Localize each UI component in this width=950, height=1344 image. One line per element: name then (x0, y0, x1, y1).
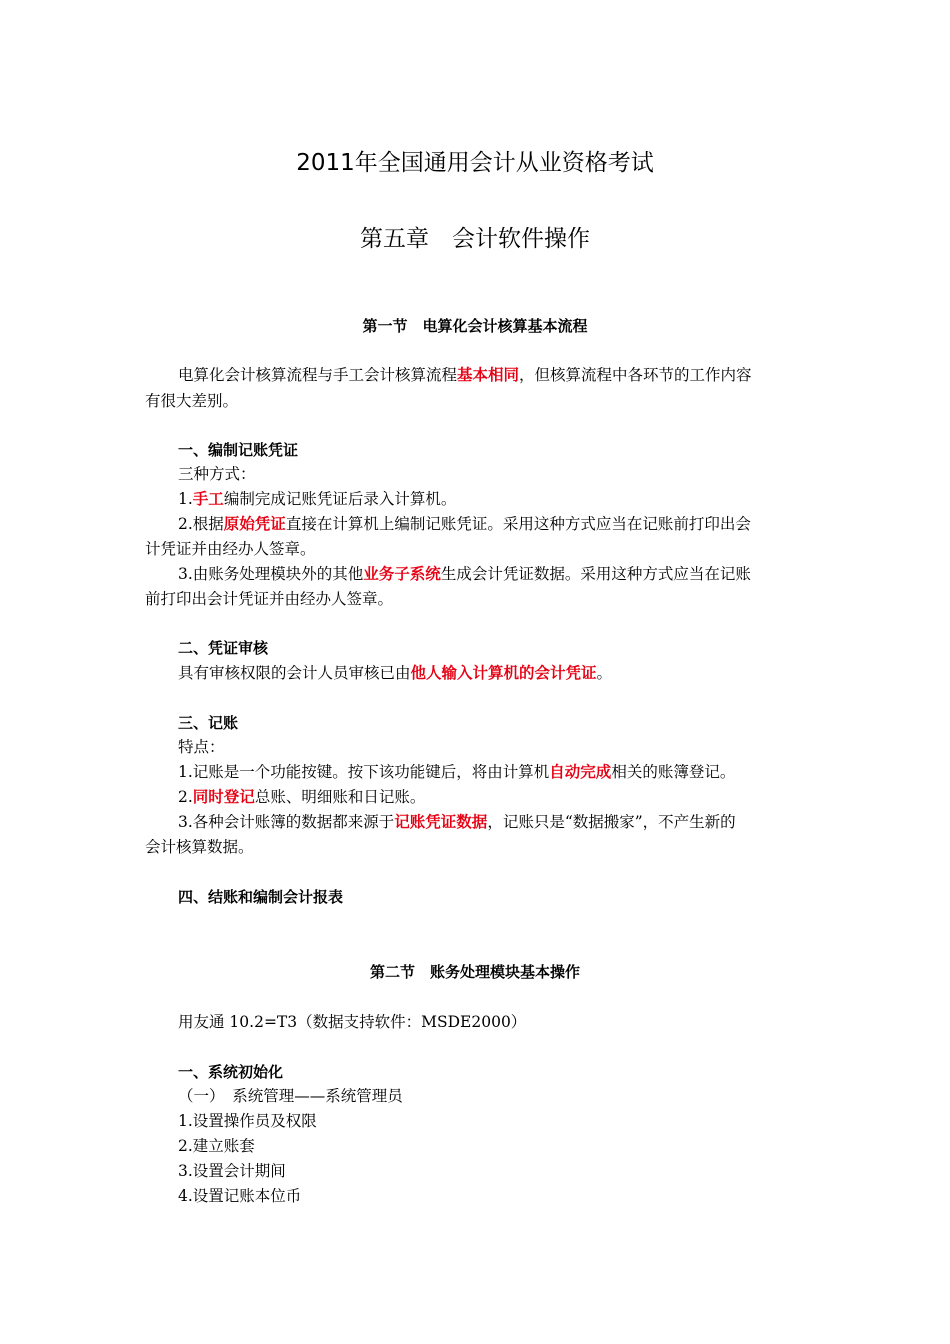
voucher-method-2-line1 (178, 517, 751, 533)
voucher-method-3-line1 (178, 567, 751, 583)
text-span: 相关的账簿登记。 (611, 763, 736, 781)
bookkeeping-feature-2 (178, 790, 425, 806)
heading-bookkeeping: 三、记账 (178, 714, 239, 732)
text-span: 1. (178, 490, 193, 508)
bookkeeping-feature-3-line2: 会计核算数据。 (145, 838, 254, 856)
text-span: 直接在计算机上编制记账凭证。采用这种方式应当在记账前打印出会 (285, 515, 751, 533)
voucher-method-1 (178, 492, 456, 508)
section1-intro-line2: 有很大差别。 (145, 392, 239, 410)
section2-intro: 用友通 10.2=T3（数据支持软件：MSDE2000） (178, 1013, 527, 1031)
document-title: 2011年全国通用会计从业资格考试 (296, 150, 654, 176)
highlight-text: 自动完成 (549, 763, 612, 781)
highlight-text: 同时登记 (192, 788, 255, 806)
highlight-text: 业务子系统 (363, 565, 441, 583)
text-span: ，但核算流程中各环节的工作内容 (519, 366, 752, 384)
text-span: 总账、明细账和日记账。 (254, 788, 426, 806)
text-span: 2. (178, 788, 193, 806)
section2-title: 第二节 账务处理模块基本操作 (369, 963, 580, 981)
list-item: 2.建立账套 (178, 1137, 255, 1155)
text-span: 生成会计凭证数据。采用这种方式应当在记账 (440, 565, 751, 583)
text-span: 电算化会计核算流程与手工会计核算流程 (178, 366, 458, 384)
voucher-methods-lead: 三种方式： (178, 465, 256, 483)
highlight-text: 手工 (192, 490, 224, 508)
text-span: 2.根据 (178, 515, 224, 533)
bookkeeping-feature-1 (178, 765, 735, 781)
bookkeeping-lead: 特点： (178, 738, 225, 756)
highlight-text: 记账凭证数据 (394, 813, 488, 831)
list-item: 3.设置会计期间 (178, 1162, 286, 1180)
list-item: 1.设置操作员及权限 (178, 1112, 317, 1130)
text-span: 1.记账是一个功能按键。按下该功能键后，将由计算机 (178, 763, 550, 781)
bookkeeping-feature-3-line1 (178, 815, 736, 831)
text-span: 。 (596, 664, 613, 682)
highlight-text: 基本相同 (457, 366, 520, 384)
text-span: ，记账只是“数据搬家”，不产生新的 (487, 813, 736, 831)
text-span: 3.由账务处理模块外的其他 (178, 565, 364, 583)
list-item: 4.设置记账本位币 (178, 1187, 302, 1205)
text-span: 具有审核权限的会计人员审核已由 (178, 664, 411, 682)
heading-voucher-preparation: 一、编制记账凭证 (178, 441, 299, 459)
highlight-text: 原始凭证 (223, 515, 286, 533)
highlight-text: 他人输入计算机的会计凭证 (410, 664, 597, 682)
chapter-title: 第五章 会计软件操作 (360, 226, 590, 252)
subheading-system-admin: （一） 系统管理——系统管理员 (178, 1087, 403, 1105)
heading-voucher-review: 二、凭证审核 (178, 639, 269, 657)
voucher-review-text (178, 666, 612, 682)
text-span: 编制完成记账凭证后录入计算机。 (223, 490, 457, 508)
text-span: 3.各种会计账簿的数据都来源于 (178, 813, 395, 831)
section1-title: 第一节 电算化会计核算基本流程 (362, 317, 588, 335)
heading-closing-reports: 四、结账和编制会计报表 (178, 888, 344, 906)
voucher-method-3-line2: 前打印出会计凭证并由经办人签章。 (145, 590, 394, 608)
section1-intro-line1 (178, 368, 752, 384)
heading-system-init: 一、系统初始化 (178, 1063, 284, 1081)
voucher-method-2-line2: 计凭证并由经办人签章。 (145, 540, 316, 558)
